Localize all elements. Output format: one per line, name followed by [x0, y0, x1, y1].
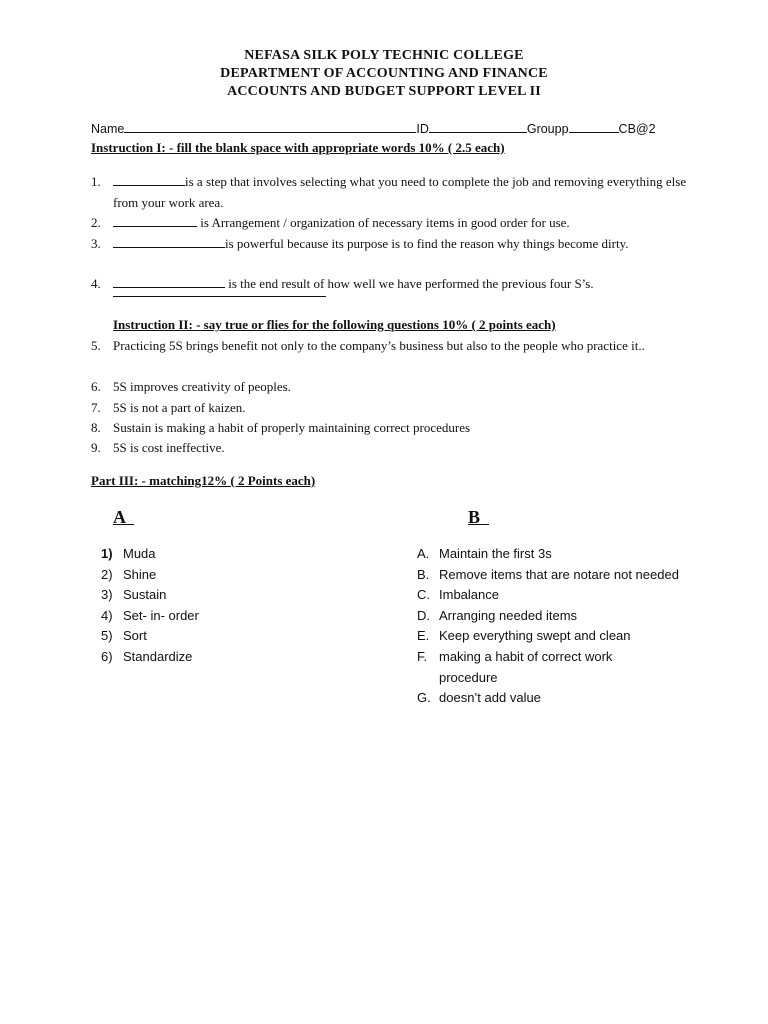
- question-text: is Arrangement / organization of necessary items in good order for use.: [197, 215, 570, 230]
- item-letter: D.: [417, 608, 430, 623]
- item-letter: E.: [417, 628, 430, 643]
- question-number: 6.: [91, 379, 101, 394]
- answer-blank: [113, 276, 225, 288]
- answer-blank: [113, 174, 185, 186]
- question-4: [91, 274, 691, 295]
- id-blank: [429, 121, 527, 133]
- name-label: Name: [91, 122, 125, 136]
- question-number: 9.: [91, 440, 101, 455]
- item-text: Remove items that are notare not needed: [439, 567, 679, 582]
- match-a-item-6: [101, 647, 192, 668]
- group-blank: [569, 121, 619, 133]
- item-text: Sort: [123, 628, 147, 643]
- item-letter: C.: [417, 587, 430, 602]
- match-b-item-d: [417, 606, 577, 627]
- item-text: doesn’t add value: [439, 690, 541, 705]
- question-text: Sustain is making a habit of properly maintaining correct procedures: [113, 420, 471, 435]
- question-number: 7.: [91, 400, 101, 415]
- item-number: 4): [101, 608, 113, 623]
- item-text: Shine: [123, 567, 157, 582]
- question-text: is the end result of how well we have performed the previous four S’s.: [225, 276, 594, 291]
- item-letter: F.: [417, 649, 428, 664]
- match-b-item-c: [417, 585, 499, 606]
- department-title: DEPARTMENT OF ACCOUNTING AND FINANCE: [220, 66, 548, 81]
- question-number: 1.: [91, 174, 101, 189]
- answer-blank: [113, 215, 197, 227]
- answer-blank: [113, 236, 225, 248]
- item-text: making a habit of correct work procedure: [439, 649, 613, 685]
- item-text: Arranging needed items: [439, 608, 578, 623]
- item-text: Keep everything swept and clean: [439, 628, 631, 643]
- item-letter: A.: [417, 546, 430, 561]
- item-text: Set- in- order: [123, 608, 199, 623]
- match-b-item-e: [417, 626, 631, 647]
- question-7: [91, 398, 691, 419]
- match-b-item-f: [417, 647, 632, 688]
- question-text: 5S improves creativity of peoples.: [113, 379, 291, 394]
- question-1: [91, 172, 691, 213]
- match-a-item-4: [101, 606, 199, 627]
- column-a-heading: A: [113, 507, 126, 527]
- question-number: 3.: [91, 236, 101, 251]
- question-9: [91, 438, 691, 459]
- match-a-item-2: [101, 565, 156, 586]
- item-letter: B.: [417, 567, 430, 582]
- question-number: 5.: [91, 338, 101, 353]
- item-number: 1): [101, 546, 113, 561]
- question-text: 5S is not a part of kaizen.: [113, 400, 246, 415]
- course-title: ACCOUNTS AND BUDGET SUPPORT LEVEL II: [227, 84, 541, 99]
- item-text: Maintain the first 3s: [439, 546, 552, 561]
- id-label: ID: [416, 122, 429, 136]
- question-text: is a step that involves selecting what you need to complete the job and removing everything else from your work area.: [113, 174, 687, 210]
- item-text: Muda: [123, 546, 156, 561]
- instruction-1: Instruction I: - fill the blank space with appropriate words 10% ( 2.5 each): [91, 140, 505, 155]
- question-text: is powerful because its purpose is to find the reason why things become dirty.: [225, 236, 629, 251]
- question-text: Practicing 5S brings benefit not only to the company’s business but also to the people who practice it..: [113, 338, 645, 353]
- match-b-item-g: [417, 688, 541, 709]
- item-text: Imbalance: [439, 587, 499, 602]
- instruction-2: Instruction II: - say true or flies for the following questions 10% ( 2 points each): [113, 317, 556, 332]
- question-2: [91, 213, 691, 234]
- question-3: [91, 234, 691, 255]
- item-number: 5): [101, 628, 113, 643]
- question-5: [91, 336, 691, 357]
- group-suffix: CB@2: [618, 122, 656, 136]
- item-text: Sustain: [123, 587, 167, 602]
- question-text: 5S is cost ineffective.: [113, 440, 225, 455]
- match-a-item-5: [101, 626, 147, 647]
- question-number: 8.: [91, 420, 101, 435]
- question-8: [91, 418, 691, 439]
- question-6: [91, 377, 691, 398]
- match-b-item-a: [417, 544, 552, 565]
- match-b-item-b: [417, 565, 679, 586]
- name-blank: [124, 121, 416, 133]
- item-text: Standardize: [123, 649, 193, 664]
- student-info-line: [91, 121, 656, 136]
- match-a-item-3: [101, 585, 166, 606]
- item-number: 3): [101, 587, 113, 602]
- column-b-heading: B: [468, 507, 481, 527]
- item-number: 2): [101, 567, 113, 582]
- question-number: 2.: [91, 215, 101, 230]
- item-number: 6): [101, 649, 113, 664]
- college-title: NEFASA SILK POLY TECHNIC COLLEGE: [244, 48, 524, 63]
- item-letter: G.: [417, 690, 431, 705]
- answer-blank-extended: [113, 296, 326, 297]
- part-3-title: Part III: - matching12% ( 2 Points each): [91, 473, 316, 488]
- question-number: 4.: [91, 276, 101, 291]
- match-a-item-1: [101, 544, 156, 565]
- group-label: Groupp: [526, 122, 569, 136]
